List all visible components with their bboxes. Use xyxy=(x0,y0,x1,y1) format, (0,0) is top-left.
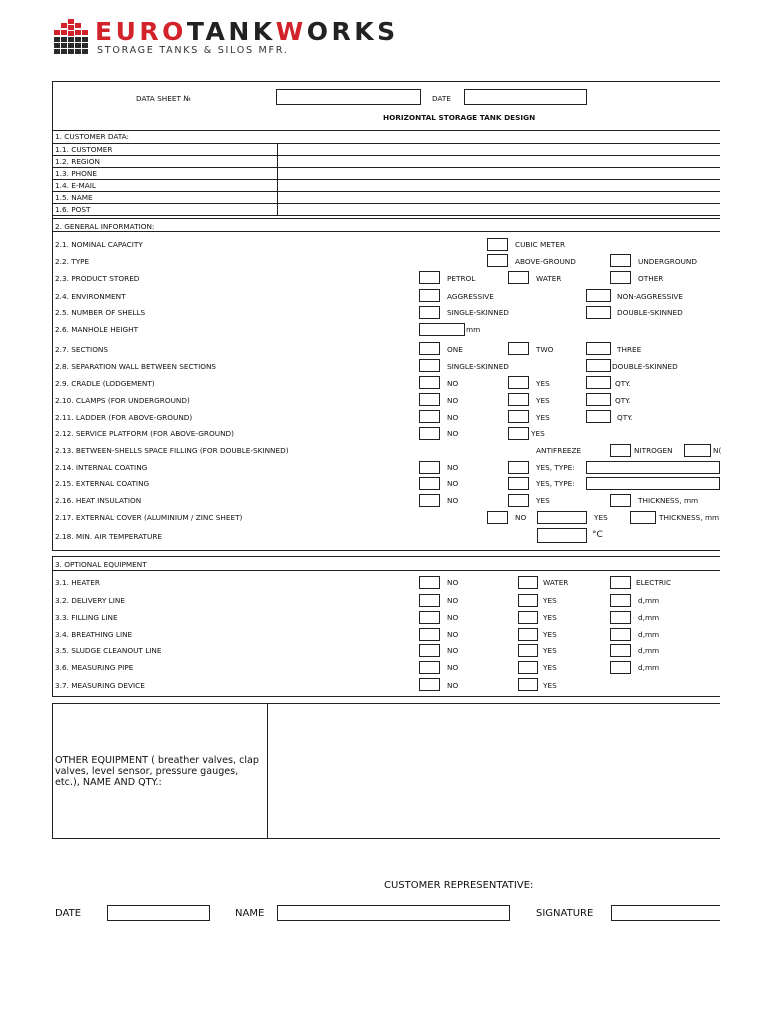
form-title: HORIZONTAL STORAGE TANK DESIGN xyxy=(383,113,536,122)
measuring-pipe-dmm-label: d,mm xyxy=(638,663,660,672)
measuring-pipe-yes-checkbox[interactable] xyxy=(518,661,538,674)
footer-date-label: DATE xyxy=(55,908,82,919)
heater-no-label: NO xyxy=(447,578,459,587)
cover-thickness-label: THICKNESS, mm xyxy=(659,513,720,522)
row-email-label: 1.4. E-MAIL xyxy=(55,181,96,190)
single-skinned-checkbox[interactable] xyxy=(419,306,440,319)
breathing-dmm-field[interactable] xyxy=(610,628,631,641)
underground-checkbox[interactable] xyxy=(610,254,631,267)
row-clamps-label: 2.10. CLAMPS (FOR UNDERGROUND) xyxy=(55,396,190,405)
non-aggressive-label: NON-AGGRESSIVE xyxy=(617,292,684,301)
breathing-no-label: NO xyxy=(447,630,459,639)
measuring-pipe-no-checkbox[interactable] xyxy=(419,661,440,674)
footer-name-label: NAME xyxy=(235,908,265,919)
row-external-cover-label: 2.17. EXTERNAL COVER (ALUMINIUM / ZINC SHEET) xyxy=(55,513,243,522)
section-3-bottom-border xyxy=(52,696,720,697)
data-sheet-label: DATA SHEET № xyxy=(136,94,191,103)
clamps-qty-field[interactable] xyxy=(586,393,611,406)
internal-coating-type-field[interactable] xyxy=(586,461,720,474)
external-coating-type-field[interactable] xyxy=(586,477,720,490)
divider xyxy=(52,570,720,571)
internal-coating-yes-type-label: YES, TYPE: xyxy=(536,463,575,472)
platform-no-label: NO xyxy=(447,429,459,438)
clamps-no-label: NO xyxy=(447,396,459,405)
logo-tagline: STORAGE TANKS & SILOS MFR. xyxy=(97,45,289,56)
sludge-yes-label: YES xyxy=(543,646,557,655)
row-number-of-shells-label: 2.5. NUMBER OF SHELLS xyxy=(55,308,146,317)
divider xyxy=(52,218,720,219)
row-environment-label: 2.4. ENVIRONMENT xyxy=(55,292,126,301)
row-external-coating-label: 2.15. EXTERNAL COATING xyxy=(55,479,150,488)
wall-double-skinned-label: DOUBLE-SKINNED xyxy=(612,362,678,371)
filling-dmm-field[interactable] xyxy=(610,611,631,624)
row-min-air-temp-label: 2.18. MIN. AIR TEMPERATURE xyxy=(55,532,163,541)
ladder-yes-label: YES xyxy=(536,413,550,422)
filling-no-checkbox[interactable] xyxy=(419,611,440,624)
cradle-qty-label: QTY. xyxy=(615,379,631,388)
measuring-pipe-yes-label: YES xyxy=(543,663,557,672)
post-input[interactable] xyxy=(278,204,720,215)
form-left-border xyxy=(52,81,53,550)
manhole-mm-unit: mm xyxy=(466,325,481,334)
row-separation-wall-label: 2.8. SEPARATION WALL BETWEEN SECTIONS xyxy=(55,362,217,371)
section-2-title: 2. GENERAL INFORMATION: xyxy=(55,222,155,231)
other-product-checkbox[interactable] xyxy=(610,271,631,284)
row-nominal-capacity-label: 2.1. NOMINAL CAPACITY xyxy=(55,240,143,249)
delivery-yes-checkbox[interactable] xyxy=(518,594,538,607)
nitrogen-checkbox[interactable] xyxy=(684,444,711,457)
row-manhole-height-label: 2.6. MANHOLE HEIGHT xyxy=(55,325,139,334)
cover-no-label: NO xyxy=(515,513,527,522)
row-measuring-device-label: 3.7. MEASURING DEVICE xyxy=(55,681,145,690)
internal-coating-no-checkbox[interactable] xyxy=(419,461,440,474)
wall-single-skinned-label: SINGLE-SKINNED xyxy=(447,362,509,371)
min-air-temp-field[interactable] xyxy=(537,528,587,543)
other-equipment-left-border xyxy=(52,703,53,838)
nominal-capacity-field[interactable] xyxy=(487,238,508,251)
measuring-device-no-checkbox[interactable] xyxy=(419,678,440,691)
footer-signature-label: SIGNATURE xyxy=(536,908,594,919)
platform-yes-label: YES xyxy=(531,429,545,438)
row-ladder-label: 2.11. LADDER (FOR ABOVE-GROUND) xyxy=(55,413,193,422)
delivery-no-label: NO xyxy=(447,596,459,605)
date-label: DATE xyxy=(432,94,451,103)
external-coating-yes-type-label: YES, TYPE: xyxy=(536,479,575,488)
breathing-yes-checkbox[interactable] xyxy=(518,628,538,641)
wall-single-skinned-checkbox[interactable] xyxy=(419,359,440,372)
ladder-no-label: NO xyxy=(447,413,459,422)
cubic-meter-label: CUBIC METER xyxy=(515,240,566,249)
divider xyxy=(52,550,720,551)
filling-yes-label: YES xyxy=(543,613,557,622)
customer-representative-label: CUSTOMER REPRESENTATIVE: xyxy=(384,880,534,891)
water-label: WATER xyxy=(536,274,562,283)
form-top-border xyxy=(52,81,720,82)
cover-thickness-field[interactable] xyxy=(630,511,656,524)
row-region-label: 1.2. REGION xyxy=(55,157,100,166)
single-skinned-label: SINGLE-SKINNED xyxy=(447,308,509,317)
clamps-qty-label: QTY. xyxy=(615,396,631,405)
clamps-no-checkbox[interactable] xyxy=(419,393,440,406)
section-3-left-border xyxy=(52,556,53,696)
platform-no-checkbox[interactable] xyxy=(419,427,440,440)
celsius-unit: °C xyxy=(592,530,603,540)
external-coating-no-label: NO xyxy=(447,479,459,488)
underground-label: UNDERGROUND xyxy=(638,257,697,266)
insulation-yes-label: YES xyxy=(536,496,550,505)
water-checkbox[interactable] xyxy=(508,271,529,284)
double-skinned-label: DOUBLE-SKINNED xyxy=(617,308,683,317)
email-input[interactable] xyxy=(278,180,720,191)
sections-three-checkbox[interactable] xyxy=(586,342,611,355)
section-3-title: 3. OPTIONAL EQUIPMENT xyxy=(55,560,147,569)
footer-signature-field[interactable] xyxy=(611,905,720,921)
row-product-stored-label: 2.3. PRODUCT STORED xyxy=(55,274,140,283)
section-3-top-border xyxy=(52,556,720,557)
external-coating-yes-checkbox[interactable] xyxy=(508,477,529,490)
row-name-label: 1.5. NAME xyxy=(55,193,93,202)
delivery-dmm-label: d,mm xyxy=(638,596,660,605)
phone-input[interactable] xyxy=(278,168,720,179)
heater-electric-label: ELECTRIC xyxy=(636,578,672,587)
logo-wordmark: EUROTANKWORKS xyxy=(95,17,399,46)
filling-yes-checkbox[interactable] xyxy=(518,611,538,624)
platform-yes-checkbox[interactable] xyxy=(508,427,529,440)
row-heater-label: 3.1. HEATER xyxy=(55,578,100,587)
row-sections-label: 2.7. SECTIONS xyxy=(55,345,109,354)
other-product-label: OTHER xyxy=(638,274,664,283)
row-type-label: 2.2. TYPE xyxy=(55,257,90,266)
sludge-no-label: NO xyxy=(447,646,459,655)
antifreeze-checkbox[interactable] xyxy=(610,444,631,457)
cradle-yes-label: YES xyxy=(536,379,550,388)
delivery-yes-label: YES xyxy=(543,596,557,605)
breathing-yes-label: YES xyxy=(543,630,557,639)
sludge-no-checkbox[interactable] xyxy=(419,644,440,657)
cradle-qty-field[interactable] xyxy=(586,376,611,389)
cover-yes-label: YES xyxy=(594,513,608,522)
row-sludge-cleanout-label: 3.5. SLUDGE CLEANOUT LINE xyxy=(55,646,162,655)
petrol-checkbox[interactable] xyxy=(419,271,440,284)
insulation-thickness-field[interactable] xyxy=(610,494,631,507)
logo-grid-icon xyxy=(53,19,89,55)
delivery-no-checkbox[interactable] xyxy=(419,594,440,607)
sections-one-checkbox[interactable] xyxy=(419,342,440,355)
footer-date-field[interactable] xyxy=(107,905,210,921)
external-coating-no-checkbox[interactable] xyxy=(419,477,440,490)
sludge-dmm-field[interactable] xyxy=(610,644,631,657)
other-equipment-bottom-border xyxy=(52,838,720,839)
ladder-no-checkbox[interactable] xyxy=(419,410,440,423)
sections-one-label: ONE xyxy=(447,345,463,354)
data-sheet-number-field[interactable] xyxy=(276,89,421,105)
cover-yes-checkbox[interactable] xyxy=(537,511,587,524)
aggressive-checkbox[interactable] xyxy=(419,289,440,302)
measuring-pipe-dmm-field[interactable] xyxy=(610,661,631,674)
breathing-no-checkbox[interactable] xyxy=(419,628,440,641)
double-skinned-checkbox[interactable] xyxy=(586,306,611,319)
sludge-dmm-label: d,mm xyxy=(638,646,660,655)
row-service-platform-label: 2.12. SERVICE PLATFORM (FOR ABOVE-GROUND) xyxy=(55,429,235,438)
cradle-yes-checkbox[interactable] xyxy=(508,376,529,389)
breathing-dmm-label: d,mm xyxy=(638,630,660,639)
region-input[interactable] xyxy=(278,156,720,167)
nitrogen-label: NITROGEN xyxy=(634,446,673,455)
internal-coating-yes-checkbox[interactable] xyxy=(508,461,529,474)
petrol-label: PETROL xyxy=(447,274,476,283)
divider xyxy=(52,215,720,216)
customer-input[interactable] xyxy=(278,144,720,155)
measuring-device-yes-checkbox[interactable] xyxy=(518,678,538,691)
non-aggressive-checkbox[interactable] xyxy=(586,289,611,302)
insulation-yes-checkbox[interactable] xyxy=(508,494,529,507)
cut-off-option-label: N( xyxy=(713,446,722,455)
delivery-dmm-field[interactable] xyxy=(610,594,631,607)
row-customer-label: 1.1. CUSTOMER xyxy=(55,145,113,154)
heater-water-label: WATER xyxy=(543,578,569,587)
row-delivery-line-label: 3.2. DELIVERY LINE xyxy=(55,596,125,605)
measuring-device-no-label: NO xyxy=(447,681,459,690)
insulation-thickness-label: THICKNESS, mm xyxy=(638,496,699,505)
heater-water-checkbox[interactable] xyxy=(518,576,538,589)
ladder-yes-checkbox[interactable] xyxy=(508,410,529,423)
row-filling-line-label: 3.3. FILLING LINE xyxy=(55,613,118,622)
divider xyxy=(52,130,720,131)
insulation-no-label: NO xyxy=(447,496,459,505)
measuring-device-yes-label: YES xyxy=(543,681,557,690)
aggressive-label: AGGRESSIVE xyxy=(447,292,494,301)
antifreeze-label: ANTIFREEZE xyxy=(536,446,582,455)
sections-two-checkbox[interactable] xyxy=(508,342,529,355)
row-cradle-label: 2.9. CRADLE (LODGEMENT) xyxy=(55,379,155,388)
ladder-qty-label: QTY. xyxy=(617,413,633,422)
sludge-yes-checkbox[interactable] xyxy=(518,644,538,657)
other-equipment-input[interactable] xyxy=(268,704,720,838)
row-heat-insulation-label: 2.16. HEAT INSULATION xyxy=(55,496,142,505)
cradle-no-label: NO xyxy=(447,379,459,388)
sections-two-label: TWO xyxy=(536,345,554,354)
heater-no-checkbox[interactable] xyxy=(419,576,440,589)
manhole-height-field[interactable] xyxy=(419,323,465,336)
heater-electric-checkbox[interactable] xyxy=(610,576,631,589)
wall-double-skinned-checkbox[interactable] xyxy=(586,359,611,372)
row-breathing-line-label: 3.4. BREATHING LINE xyxy=(55,630,133,639)
name-input[interactable] xyxy=(278,192,720,203)
cover-no-checkbox[interactable] xyxy=(487,511,508,524)
other-equipment-label: OTHER EQUIPMENT ( breather valves, clap valves, level sensor, pressure gauges, etc.), NAME AND QTY.: xyxy=(55,755,260,788)
filling-dmm-label: d,mm xyxy=(638,613,660,622)
divider xyxy=(52,231,720,232)
row-post-label: 1.6. POST xyxy=(55,205,91,214)
cradle-no-checkbox[interactable] xyxy=(419,376,440,389)
row-between-shells-label: 2.13. BETWEEN-SHELLS SPACE FILLING (FOR DOUBLE-SKINNED) xyxy=(55,446,289,455)
row-measuring-pipe-label: 3.6. MEASURING PIPE xyxy=(55,663,134,672)
row-internal-coating-label: 2.14. INTERNAL COATING xyxy=(55,463,148,472)
sections-three-label: THREE xyxy=(617,345,642,354)
measuring-pipe-no-label: NO xyxy=(447,663,459,672)
insulation-no-checkbox[interactable] xyxy=(419,494,440,507)
footer-name-field[interactable] xyxy=(277,905,510,921)
section-1-title: 1. CUSTOMER DATA: xyxy=(55,132,129,141)
row-phone-label: 1.3. PHONE xyxy=(55,169,97,178)
clamps-yes-checkbox[interactable] xyxy=(508,393,529,406)
above-ground-label: ABOVE-GROUND xyxy=(515,257,576,266)
internal-coating-no-label: NO xyxy=(447,463,459,472)
date-field[interactable] xyxy=(464,89,587,105)
above-ground-checkbox[interactable] xyxy=(487,254,508,267)
clamps-yes-label: YES xyxy=(536,396,550,405)
ladder-qty-field[interactable] xyxy=(586,410,611,423)
filling-no-label: NO xyxy=(447,613,459,622)
